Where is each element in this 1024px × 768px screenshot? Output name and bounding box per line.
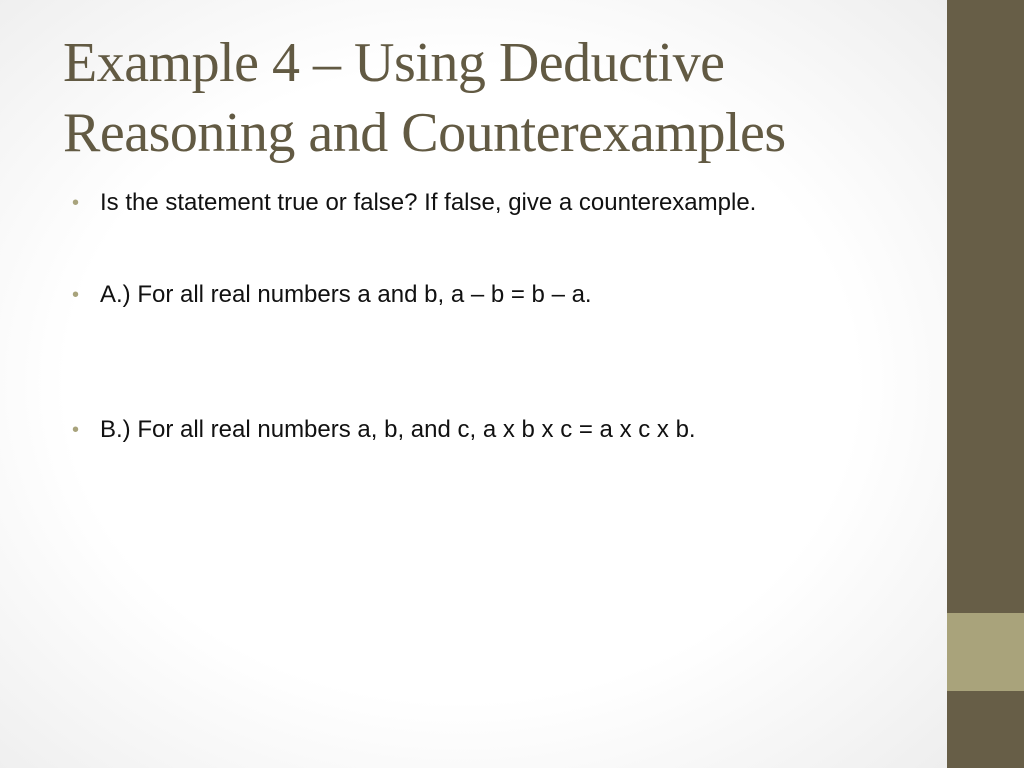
sidebar-band-accent <box>947 613 1024 691</box>
sidebar-band-bottom <box>947 691 1024 768</box>
slide-title <box>63 28 933 168</box>
bullet-item-part-a <box>72 280 592 310</box>
slide-title-line-2: Reasoning and Counterexamples <box>63 102 786 164</box>
bullet-text: B.) For all real numbers a, b, and c, a x b x c = a x c x b. <box>100 416 696 443</box>
bullet-item-prompt <box>72 188 756 218</box>
bullet-marker: • <box>72 419 80 441</box>
bullet-text: A.) For all real numbers a and b, a – b = b – a. <box>100 281 592 308</box>
sidebar-band-top <box>947 0 1024 613</box>
bullet-marker: • <box>72 192 80 214</box>
bullet-item-part-b <box>72 415 696 445</box>
bullet-marker: • <box>72 284 80 306</box>
decorative-sidebar <box>947 0 1024 768</box>
bullet-text: Is the statement true or false? If false, give a counterexample. <box>100 189 757 216</box>
slide-title-line-1: Example 4 – Using Deductive <box>63 32 725 94</box>
